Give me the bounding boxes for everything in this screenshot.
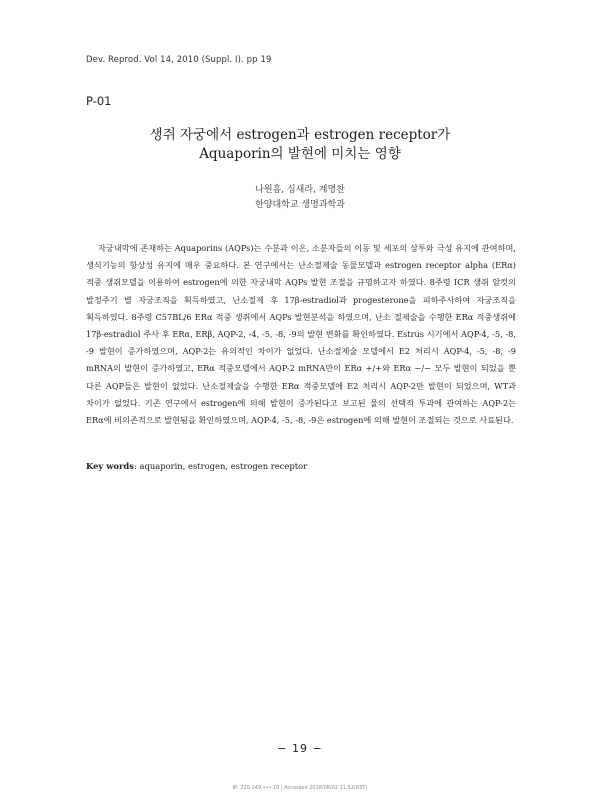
poster-id: P-01	[86, 94, 112, 108]
keywords-label: Key words	[86, 461, 134, 471]
abstract-body: 자궁내막에 존재하는 Aquaporins (AQPs)는 수분과 이온, 소분자들의 이동 및 세포의 삼투와 극성 유지에 관여하며, 생식기능의 항상성 유지에 매우 중요하다. 본 연구에서는 난소절제술 동물모델과 estrogen receptor alpha (ERα) 적중 생쥐모델을 이용하여 estrogen에 의한 자궁내막 AQPs 발현 조절을 규명하고자 하였다. 8주령 ICR 생쥐 암컷의 발정주기 별 자궁조직을 획득하였고, 난소절제 후 17β-estradiol과 progesterone을 피하주사하여 자궁조직을 획득하였다. 8주령 C57BL/6 ERα 적중 생쥐에서 AQPs 발현분석을 하였으며, 난소 절제술을 수행한 ERα 적중생쥐에 17β-estradiol 주사 후 ERα, ERβ, AQP-2, -4, -5, -8, -9의 발현 변화를 확인하였다. Estrus 시기에서 AQP-4, -5, -8, -9 발현이 증가하였으며, AQP-2는 유의적인 차이가 없었다. 난소절제술 모델에서 E2 처리시 AQP-4, -5, -8, -9 mRNA의 발현이 증가하였고, ERα 적중모델에서 AQP-2 mRNA만이 ERα +/+와 ERα −/− 모두 발현이 되었을 뿐 다른 AQP들은 발현이 없었다. 난소절제술을 수행한 ERα 적중모델에 E2 처리시 AQP-2만 발현이 되었으며, WT과 차이가 없었다. 기존 연구에서 estrogen에 의해 발현이 증가된다고 보고된 물의 선택적 투과에 관여하는 AQP-2는 ERα에 비의존적으로 발현됨을 확인하였으며, AQP-4, -5, -8, -9은 estrogen에 의해 발현이 조절되는 것으로 사료된다.	[86, 243, 516, 426]
journal-header: Dev. Reprod. Vol 14, 2010 (Suppl. I). pp 19	[86, 55, 272, 65]
keywords	[86, 461, 516, 471]
affiliation: 한양대학교 생명과학과	[255, 200, 345, 210]
page-number: − 19 −	[277, 742, 323, 755]
access-stamp: IP: 220.149.•••.10 | Accessed 2018/08/02 11:52(KST)	[232, 785, 368, 791]
keywords-values: : aquaporin, estrogen, estrogen receptor	[133, 461, 308, 471]
title-line-2: Aquaporin의 발현에 미치는 영향	[199, 146, 401, 162]
title-line-1: 생쥐 자궁에서 estrogen과 estrogen receptor가	[149, 127, 451, 143]
authors: 나원흠, 심새라, 계명찬	[255, 185, 345, 195]
paper-title	[0, 126, 600, 164]
